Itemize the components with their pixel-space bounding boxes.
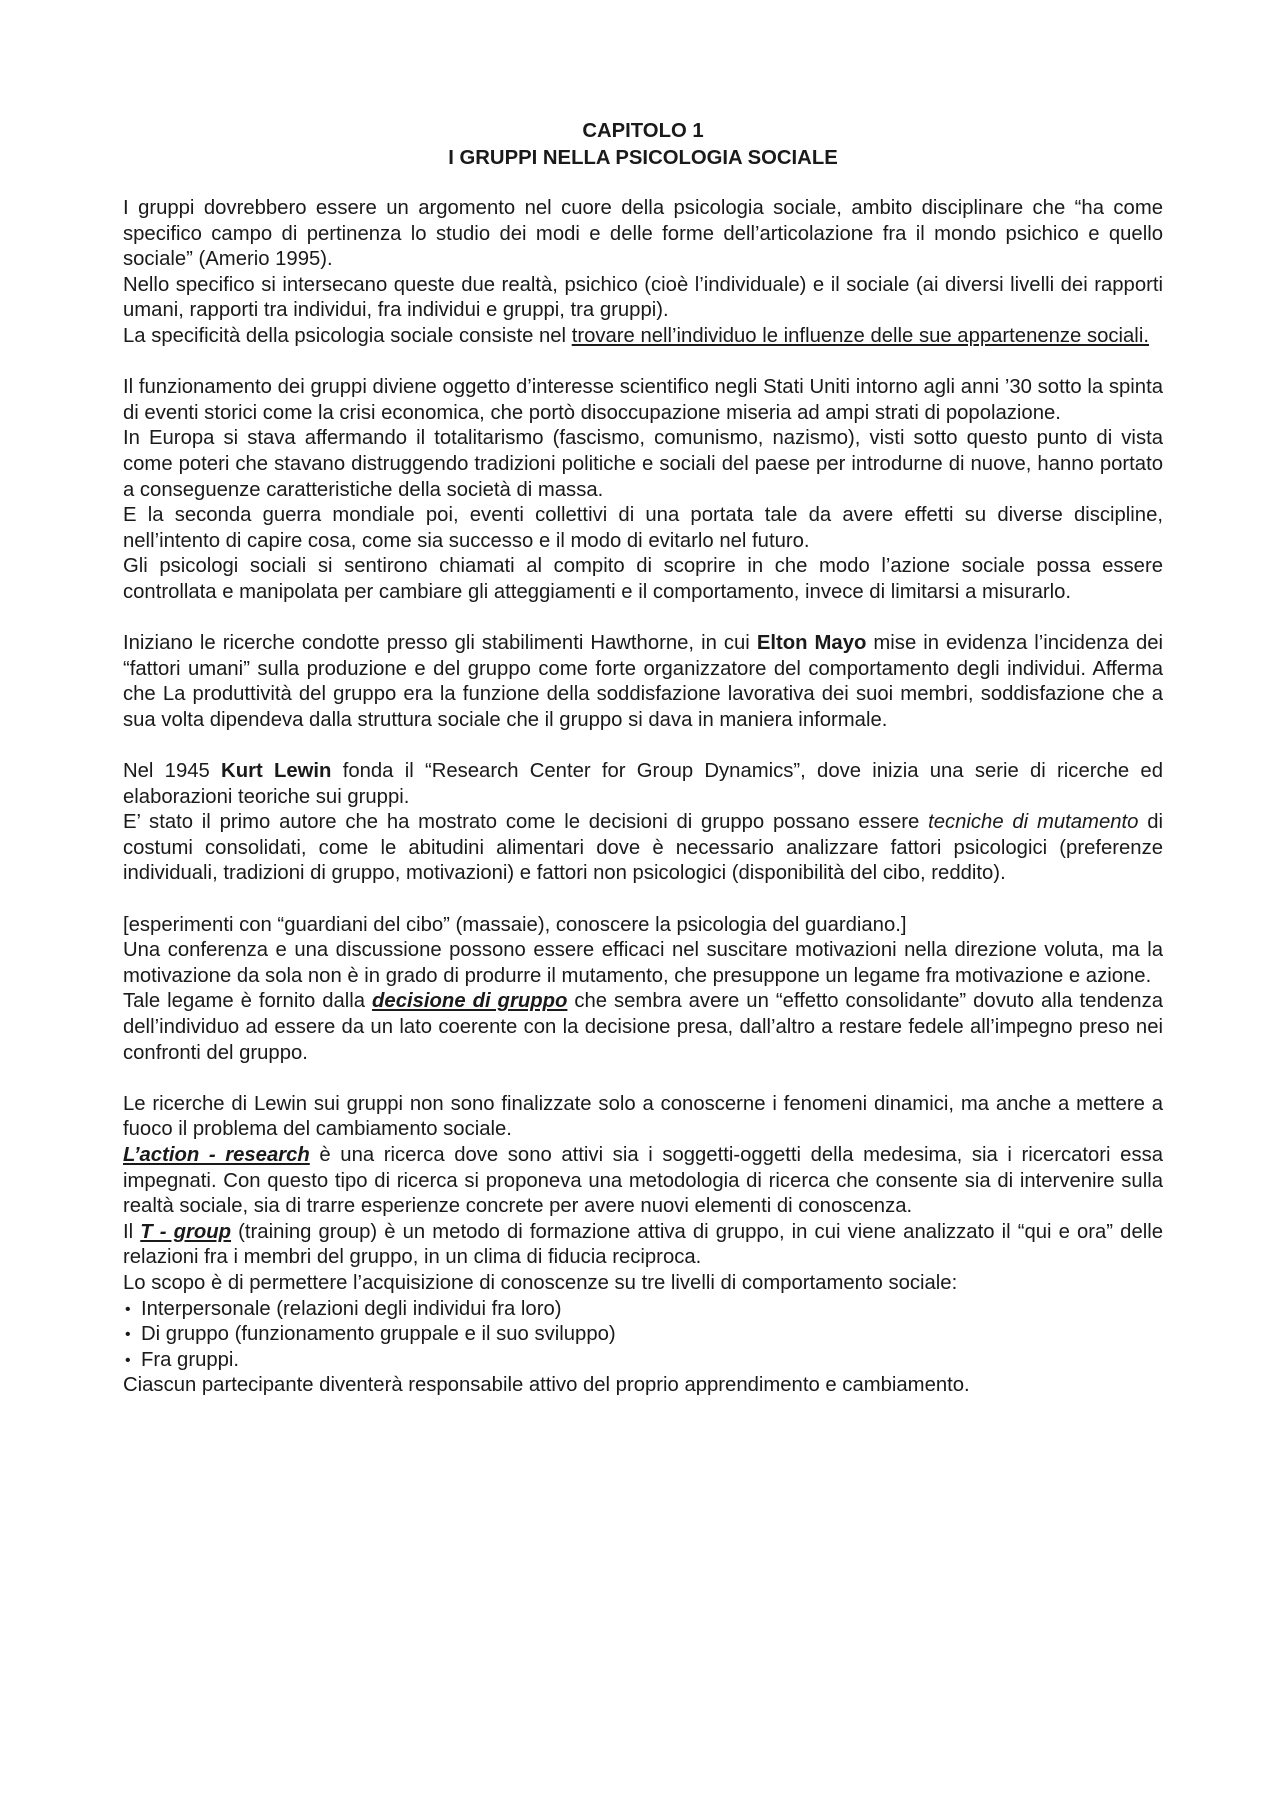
paragraph: Le ricerche di Lewin sui gruppi non sono finalizzate solo a conoscerne i fenomeni dinamici, ma anche a mettere a fuoco il problema del cambiamento sociale. — [123, 1092, 1163, 1141]
section-group-decision — [123, 913, 1163, 1067]
text-run: E’ stato il primo autore che ha mostrato come le decisioni di gruppo possano essere — [123, 811, 929, 834]
paragraph — [123, 810, 1163, 887]
text-run: mise in evidenza l’incidenza dei “fattori umani” sulla produzione e del gruppo come forte organizzatore del comportamento degli individui. Afferma che La produttività del gruppo era la funzione della soddisfazione lavorativa dei suoi membri, soddisfazione che a sua volta dipendeva dalla struttura sociale che il gruppo si dava in maniera informale. — [123, 632, 1164, 731]
list-item: • Di gruppo (funzionamento gruppale e il suo sviluppo) — [123, 1322, 1163, 1348]
list-item: • Fra gruppi. — [123, 1348, 1163, 1374]
section-lewin — [123, 759, 1163, 887]
italic-term: tecniche di mutamento — [928, 811, 1139, 834]
chapter-title: I GRUPPI NELLA PSICOLOGIA SOCIALE — [448, 147, 838, 169]
text-run: di costumi consolidati, come le abitudini alimentari dove è necessario analizzare fattori psicologici (preferenze individuali, tradizioni di gruppo, motivazioni) e fattori non psicologici (disponibilità del cibo, reddito). — [123, 811, 1163, 885]
text-run: Iniziano le ricerche condotte presso gli stabilimenti Hawthorne, in cui — [123, 632, 757, 655]
paragraph — [123, 759, 1163, 810]
chapter-heading — [123, 118, 1163, 172]
key-term: decisione di gruppo — [372, 990, 568, 1013]
text-run: Tale legame è fornito dalla — [123, 990, 373, 1013]
author-name: Elton Mayo — [756, 632, 867, 655]
paragraph: Lo scopo è di permettere l’acquisizione di conoscenze su tre livelli di comportamento sociale: — [123, 1271, 958, 1294]
underlined-phrase: trovare nell’individuo le influenze delle sue appartenenze sociali. — [571, 324, 1149, 347]
section-introduction — [123, 196, 1163, 350]
paragraph: Nello specifico si intersecano queste due realtà, psichico (cioè l’individuale) e il sociale (ai diversi livelli dei rapporti umani, rapporti tra individui, fra individui e gruppi, tra gruppi). — [123, 273, 1163, 322]
paragraph: I gruppi dovrebbero essere un argomento nel cuore della psicologia sociale, ambito disciplinare che “ha come specifico campo di pertinenza lo studio dei modi e delle forme dell’articolazione fra il mondo psichico e quello sociale” (Amerio 1995). — [123, 197, 1163, 271]
paragraph — [123, 989, 1163, 1066]
paragraph: Ciascun partecipante diventerà responsabile attivo del proprio apprendimento e cambiamento. — [123, 1374, 970, 1397]
text-run: Il — [123, 1220, 141, 1243]
text-run: (training group) è un metodo di formazione attiva di gruppo, in cui viene analizzato il “qui e ora” delle relazioni fra i membri del gruppo, in un clima di fiducia reciproca. — [123, 1220, 1164, 1269]
key-term: L’action - research — [123, 1143, 310, 1166]
paragraph: In Europa si stava affermando il totalitarismo (fascismo, comunismo, nazismo), visti sotto questo punto di vista come poteri che stavano distruggendo tradizioni politiche e sociali del paese per introdurne di nuove, hanno portato a conseguenze caratteristiche della società di massa. — [123, 427, 1163, 501]
text-run: è una ricerca dove sono attivi sia i soggetti-oggetti della medesima, sia i ricercatori essa impegnati. Con questo tipo di ricerca si proponeva una metodologia di ricerca che consente sia di intervenire sulla realtà sociale, sia di trarre esperienze concrete per avere nuovi elementi di conoscenza. — [123, 1143, 1163, 1218]
section-hawthorne — [123, 631, 1163, 733]
text-run: Nel 1945 — [123, 760, 222, 783]
paragraph: Una conferenza e una discussione possono essere efficaci nel suscitare motivazioni nella direzione voluta, ma la motivazione da sola non è in grado di produrre il mutamento, che presuppone un legame fra motivazione e azione. — [123, 939, 1163, 987]
paragraph: E la seconda guerra mondiale poi, eventi collettivi di una portata tale da avere effetti su diverse discipline, nell’intento di capire cosa, come sia successo e il modo di evitarlo nel futuro. — [123, 504, 1163, 552]
text-run: La specificità della psicologia sociale consiste nel — [123, 324, 572, 347]
chapter-number: CAPITOLO 1 — [582, 120, 704, 142]
paragraph — [123, 1143, 1163, 1220]
section-history — [123, 375, 1163, 605]
paragraph — [123, 1220, 1163, 1271]
key-term: T - group — [140, 1220, 232, 1243]
paragraph — [123, 324, 1163, 350]
author-name: Kurt Lewin — [221, 760, 332, 783]
list-item: • Interpersonale (relazioni degli individui fra loro) — [123, 1297, 1163, 1323]
paragraph: [esperimenti con “guardiani del cibo” (massaie), conoscere la psicologia del guardiano.] — [123, 913, 907, 936]
bullet-list — [123, 1297, 1163, 1374]
text-run: che sembra avere un “effetto consolidante” dovuto alla tendenza dell’individuo ad essere da un lato coerente con la decisione presa, dall’altro a restare fedele all’impegno preso nei confronti del gruppo. — [123, 990, 1163, 1064]
paragraph — [123, 631, 1163, 733]
paragraph: Gli psicologi sociali si sentirono chiamati al compito di scoprire in che modo l’azione sociale possa essere controllata e manipolata per cambiare gli atteggiamenti e il comportamento, invece di limitarsi a misurarlo. — [123, 555, 1163, 603]
paragraph: Il funzionamento dei gruppi diviene oggetto d’interesse scientifico negli Stati Uniti intorno agli anni ’30 sotto la spinta di eventi storici come la crisi economica, che portò disoccupazione miseria ad ampi strati di popolazione. — [123, 376, 1163, 424]
section-social-change — [123, 1092, 1163, 1399]
text-run: fonda il “Research Center for Group Dynamics”, dove inizia una serie di ricerche ed elaborazioni teoriche sui gruppi. — [123, 760, 1163, 808]
